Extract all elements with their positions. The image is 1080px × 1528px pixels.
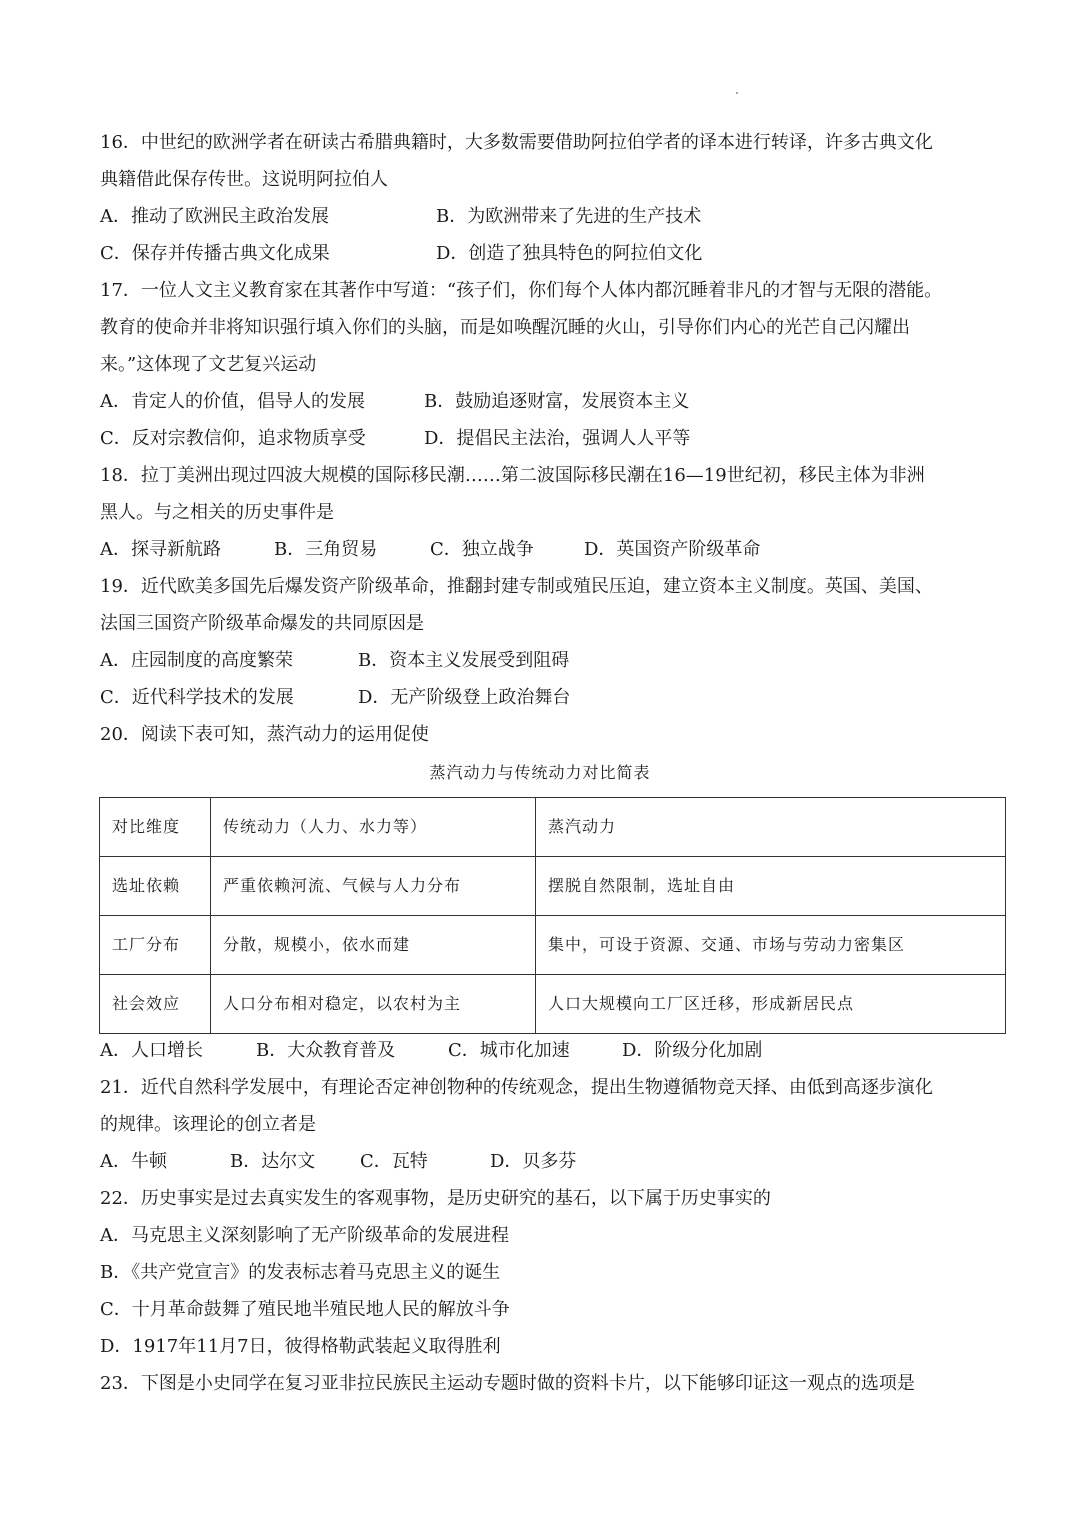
q18-stem-line-2: 黑人。与之相关的历史事件是 (100, 502, 334, 523)
table-row (100, 916, 1006, 975)
q19-stem-line-1: 19．近代欧美多国先后爆发资产阶级革命，推翻封建专制或殖民压迫，建立资本主义制度。英国、美国、 (100, 576, 933, 597)
table-title: 蒸汽动力与传统动力对比简表 (429, 763, 651, 782)
scan-speck (736, 92, 738, 94)
q22-option-a: A．马克思主义深刻影响了无产阶级革命的发展进程 (100, 1225, 509, 1246)
table-row (100, 857, 1006, 916)
q21-stem-line-1: 21．近代自然科学发展中，有理论否定神创物种的传统观念，提出生物遵循物竞天择、由低到高逐步演化 (100, 1077, 933, 1098)
table-cell: 人口大规模向工厂区迁移，形成新居民点 (536, 975, 1006, 1034)
q16-option-c: C．保存并传播古典文化成果 (100, 243, 330, 264)
q16-stem-line-2: 典籍借此保存传世。这说明阿拉伯人 (100, 169, 388, 190)
q16-option-a: A．推动了欧洲民主政治发展 (100, 206, 329, 227)
q19-option-d: D．无产阶级登上政治舞台 (358, 687, 571, 708)
q20-option-d: D．阶级分化加剧 (622, 1040, 763, 1061)
q21-stem-line-2: 的规律。该理论的创立者是 (100, 1114, 316, 1135)
q20-stem-line-1: 20．阅读下表可知，蒸汽动力的运用促使 (100, 724, 429, 745)
q19-stem-line-2: 法国三国资产阶级革命爆发的共同原因是 (100, 613, 424, 634)
q17-option-d: D．提倡民主法治，强调人人平等 (424, 428, 691, 449)
q21-option-d: D．贝多芬 (490, 1151, 577, 1172)
q21-option-b: B．达尔文 (230, 1151, 316, 1172)
q17-stem-line-2: 教育的使命并非将知识强行填入你们的头脑，而是如唤醒沉睡的火山，引导你们内心的光芒自己闪耀出 (100, 317, 910, 338)
q16-stem-line-1: 16．中世纪的欧洲学者在研读古希腊典籍时，大多数需要借助阿拉伯学者的译本进行转译，许多古典文化 (100, 132, 933, 153)
q17-stem-line-1: 17．一位人文主义教育家在其著作中写道：“孩子们，你们每个人体内都沉睡着非凡的才智与无限的潜能。 (100, 280, 943, 301)
q17-stem-line-3: 来。”这体现了文艺复兴运动 (100, 354, 317, 375)
q20-option-b: B．大众教育普及 (256, 1040, 396, 1061)
q17-option-c: C．反对宗教信仰，追求物质享受 (100, 428, 366, 449)
q17-option-b: B．鼓励追逐财富，发展资本主义 (424, 391, 690, 412)
q22-stem-line-1: 22．历史事实是过去真实发生的客观事物，是历史研究的基石，以下属于历史事实的 (100, 1188, 771, 1209)
q16-option-d: D．创造了独具特色的阿拉伯文化 (436, 243, 703, 264)
table-cell: 严重依赖河流、气候与人力分布 (211, 857, 536, 916)
q23-stem-line-1: 23．下图是小史同学在复习亚非拉民族民主运动专题时做的资料卡片，以下能够印证这一观点的选项是 (100, 1373, 915, 1394)
table-cell: 社会效应 (100, 975, 211, 1034)
q18-option-d: D．英国资产阶级革命 (584, 539, 761, 560)
table-cell: 分散，规模小，依水而建 (211, 916, 536, 975)
table-cell: 集中，可设于资源、交通、市场与劳动力密集区 (536, 916, 1006, 975)
q19-option-b: B．资本主义发展受到阻碍 (358, 650, 570, 671)
q19-option-c: C．近代科学技术的发展 (100, 687, 294, 708)
q22-option-b: B．《共产党宣言》的发表标志着马克思主义的诞生 (100, 1262, 501, 1283)
q19-option-a: A．庄园制度的高度繁荣 (100, 650, 293, 671)
q22-option-d: D．1917年11月7日，彼得格勒武装起义取得胜利 (100, 1336, 501, 1357)
table-cell: 对比维度 (100, 798, 211, 857)
table-cell: 选址依赖 (100, 857, 211, 916)
table-row (100, 975, 1006, 1034)
q22-option-c: C．十月革命鼓舞了殖民地半殖民地人民的解放斗争 (100, 1299, 510, 1320)
table-cell: 传统动力（人力、水力等） (211, 798, 536, 857)
comparison-table (99, 797, 1006, 1034)
q21-option-a: A．牛顿 (100, 1151, 167, 1172)
q16-option-b: B．为欧洲带来了先进的生产技术 (436, 206, 702, 227)
table-cell: 摆脱自然限制，选址自由 (536, 857, 1006, 916)
table-cell: 工厂分布 (100, 916, 211, 975)
q18-option-a: A．探寻新航路 (100, 539, 221, 560)
q18-option-c: C．独立战争 (430, 539, 534, 560)
q20-option-c: C．城市化加速 (448, 1040, 570, 1061)
table-cell: 人口分布相对稳定，以农村为主 (211, 975, 536, 1034)
q18-option-b: B．三角贸易 (274, 539, 378, 560)
table-cell: 蒸汽动力 (536, 798, 1006, 857)
q20-option-a: A．人口增长 (100, 1040, 203, 1061)
table-row (100, 798, 1006, 857)
q21-option-c: C．瓦特 (360, 1151, 428, 1172)
q18-stem-line-1: 18．拉丁美洲出现过四波大规模的国际移民潮……第二波国际移民潮在16—19世纪初，移民主体为非洲 (100, 465, 925, 486)
q17-option-a: A．肯定人的价值，倡导人的发展 (100, 391, 365, 412)
